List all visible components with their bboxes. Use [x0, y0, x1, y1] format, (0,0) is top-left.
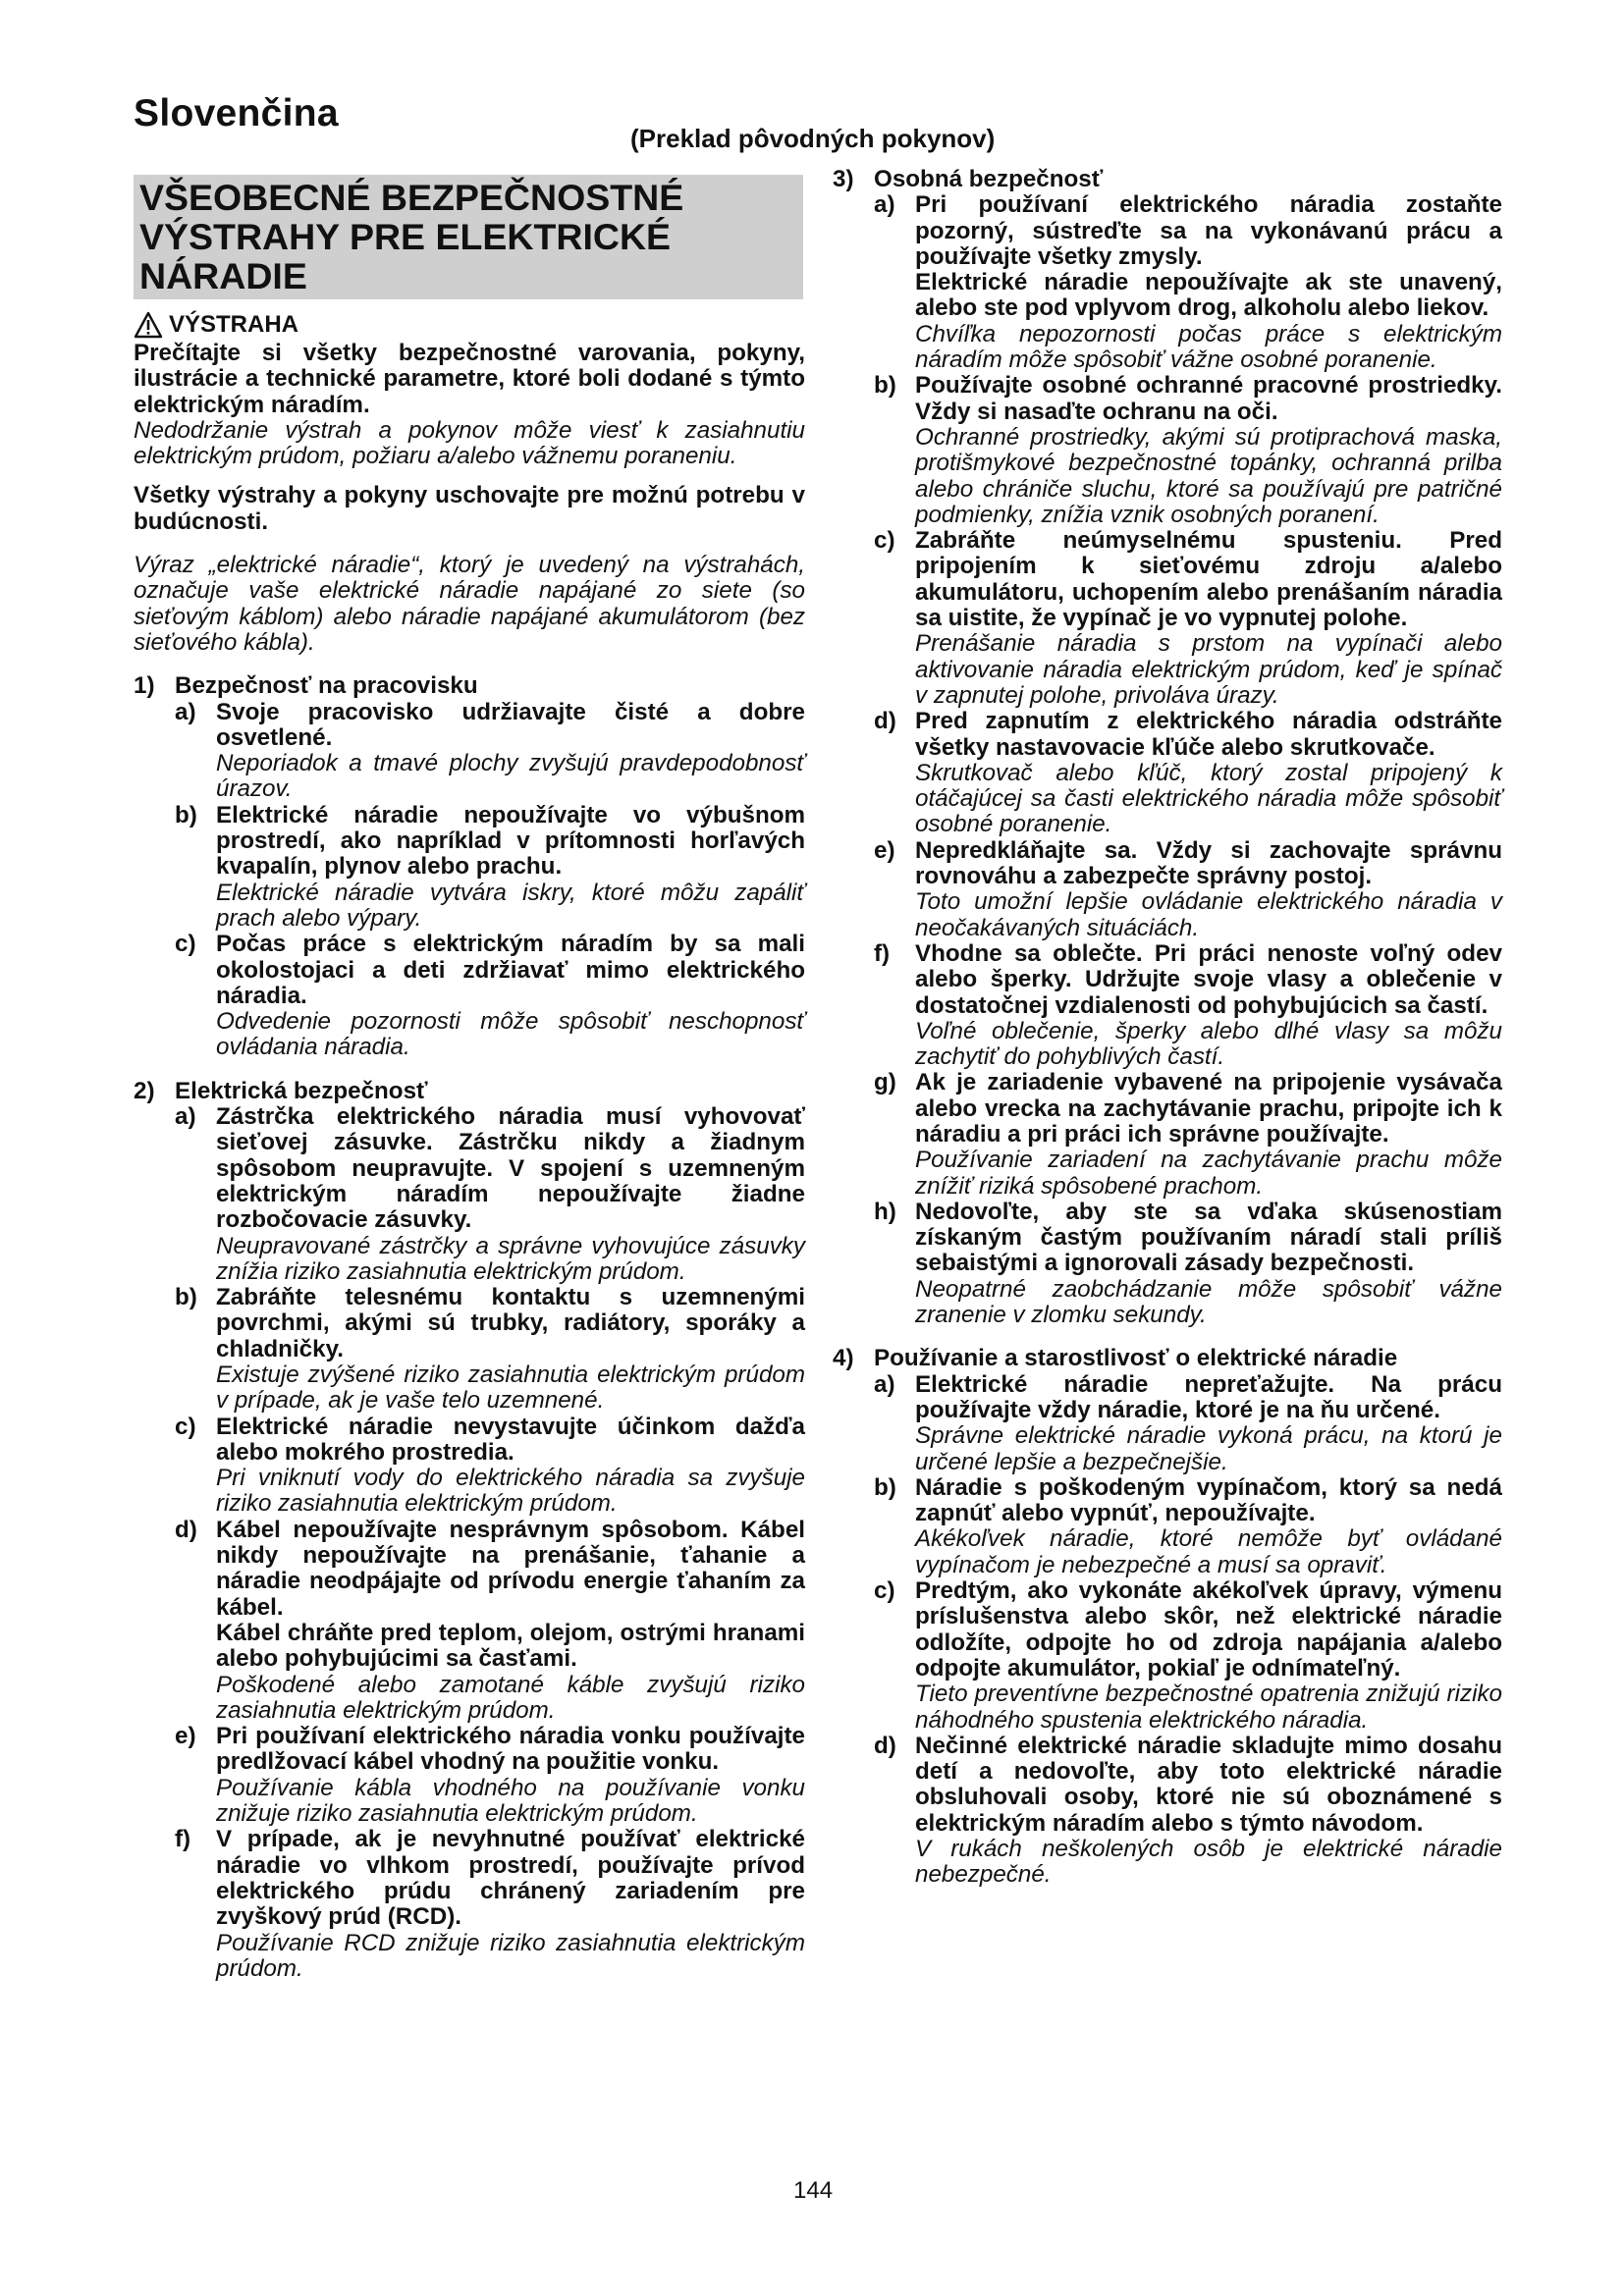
section-heading: Osobná bezpečnosť: [874, 166, 1104, 192]
item-instruction: Zabráňte neúmyselnému spusteniu. Pred pripojením k sieťovému zdroju a/alebo akumulátoru, uchopením alebo prenášaním náradia sa uistite, že vypínač je vo vypnutej polohe.: [915, 527, 1502, 632]
item-instruction: Nedovoľte, aby ste sa vďaka skúsenostiam získaným častým používaním náradí stali príliš sebaistými a ignorovali zásady bezpečnosti.: [915, 1198, 1502, 1277]
item-instruction: Ak je zariadenie vybavené na pripojenie vysávača alebo vrecka na zachytávanie prachu, pripojte ich k náradiu a pri práci ich správne používajte.: [915, 1069, 1502, 1148]
section-heading: Používanie a starostlivosť o elektrické náradie: [874, 1345, 1398, 1372]
section-number: 3): [833, 166, 854, 192]
list-item: [874, 528, 1502, 709]
item-letter: a): [175, 1103, 196, 1131]
list-item: [175, 803, 805, 932]
item-instruction: Pred zapnutím z elektrického náradia odstráňte všetky nastavovacie kľúče alebo skrutkovače.: [915, 708, 1502, 761]
list-item: [175, 1724, 805, 1827]
list-item: [874, 709, 1502, 837]
item-letter: b): [175, 1284, 197, 1311]
page-number: 144: [793, 2177, 834, 2204]
item-letter: a): [874, 191, 895, 219]
section-title: [833, 167, 1502, 192]
section-work-area: [134, 673, 805, 1060]
section-tool-use-care: [833, 1346, 1502, 1888]
item-explanation: Odvedenie pozornosti môže spôsobiť neschopnosť ovládania náradia.: [216, 1008, 805, 1061]
section-number: 1): [134, 672, 155, 700]
right-column: [833, 167, 1502, 1889]
item-explanation: Správne elektrické náradie vykoná prácu, na ktorú je určené lepšie a bezpečnejšie.: [915, 1422, 1502, 1475]
list-item: [874, 373, 1502, 528]
list-item: [175, 1415, 805, 1518]
item-instruction: V prípade, ak je nevyhnutné používať elektrické náradie vo vlhkom prostredí, používajte prívod elektrického prúdu chránený zariadením pre zvyškový prúd (RCD).: [216, 1826, 805, 1931]
item-instruction: Pri používaní elektrického náradia vonku používajte predlžovací kábel vhodný na použitie vonku.: [216, 1723, 805, 1776]
item-explanation: Akékoľvek náradie, ktoré nemôže byť ovládané vypínačom je nebezpečné a musí sa opraviť.: [915, 1525, 1502, 1578]
item-letter: a): [874, 1370, 895, 1398]
section-heading: Bezpečnosť na pracovisku: [175, 672, 478, 700]
language-heading: Slovenčina: [134, 92, 339, 134]
item-letter: d): [175, 1516, 197, 1543]
section-items: [134, 1104, 805, 1982]
section-heading: Elektrická bezpečnosť: [175, 1077, 428, 1104]
item-explanation: V rukách neškolených osôb je elektrické náradie nebezpečné.: [915, 1836, 1502, 1889]
item-instruction: Vhodne sa oblečte. Pri práci nenoste voľný odev alebo šperky. Udržujte svoje vlasy a oblečenie v dostatočnej vzdialenosti od pohybujúcich sa častí.: [915, 939, 1502, 1019]
item-letter: b): [175, 801, 197, 828]
item-instruction: Náradie s poškodeným vypínačom, ktorý sa nedá zapnúť alebo vypnúť, nepoužívajte.: [915, 1473, 1502, 1527]
item-explanation: Voľné oblečenie, šperky alebo dlhé vlasy sa môžu zachytiť do pohyblivých častí.: [915, 1017, 1502, 1071]
item-explanation: Neupravované zástrčky a správne vyhovujúce zásuvky znížia riziko zasiahnutia elektrickým prúdom.: [216, 1232, 805, 1285]
section-items: [833, 1372, 1502, 1889]
item-instruction: Svoje pracovisko udržiavajte čisté a dobre osvetlené.: [216, 698, 805, 751]
section-number: 2): [134, 1077, 155, 1104]
item-explanation: Elektrické náradie vytvára iskry, ktoré môžu zapáliť prach alebo výpary.: [216, 879, 805, 932]
item-explanation: Poškodené alebo zamotané káble zvyšujú riziko zasiahnutia elektrickým prúdom.: [216, 1671, 805, 1724]
section-electrical-safety: [134, 1079, 805, 1982]
list-item: [175, 700, 805, 803]
item-letter: c): [175, 931, 196, 958]
item-instruction: Elektrické náradie nepreťažujte. Na prácu používajte vždy náradie, ktoré je na ňu určené.: [915, 1370, 1502, 1423]
item-letter: e): [175, 1723, 196, 1750]
warning-label: VÝSTRAHA: [169, 310, 299, 338]
item-instruction: Zástrčka elektrického náradia musí vyhovovať sieťovej zásuvke. Zástrčku nikdy a žiadnym spôsobom neupravujte. V spojení s uzemneným elektrickým náradím nepoužívajte žiadne rozbočovacie zásuvky.: [216, 1103, 805, 1234]
warning-read-text: Prečítajte si všetky bezpečnostné varovania, pokyny, ilustrácie a technické parametre, ktoré boli dodané s týmto elektrickým náradím.: [134, 340, 805, 418]
list-item: [874, 1372, 1502, 1475]
list-item: [175, 1827, 805, 1982]
item-explanation: Ochranné prostriedky, akými sú protiprachová maska, protišmykové bezpečnostné topánky, ochranná prilba alebo chrániče sluchu, ktoré sa používajú pre patričné podmienky, znížia vznik osobných poranení.: [915, 423, 1502, 528]
list-item: [874, 941, 1502, 1070]
item-instruction-extra: Elektrické náradie nepoužívajte ak ste unavený, alebo ste pod vplyvom drog, alkoholu alebo liekov.: [915, 269, 1502, 322]
item-instruction: Nečinné elektrické náradie skladujte mimo dosahu detí a nedovoľte, aby toto elektrické náradie obsluhovali osoby, ktoré nie sú oboznámené s elektrickým náradím alebo s týmto návodom.: [915, 1732, 1502, 1837]
warning-heading: [134, 311, 805, 339]
list-item: [874, 1070, 1502, 1199]
warning-consequence-text: Nedodržanie výstrah a pokynov môže viesť k zasiahnutiu elektrickým prúdom, požiaru a/alebo vážnemu poraneniu.: [134, 416, 805, 470]
item-letter: f): [175, 1826, 191, 1853]
item-instruction: Elektrické náradie nepoužívajte vo výbušnom prostredí, ako napríklad v prítomnosti horľavých kvapalín, plynov alebo prachu.: [216, 801, 805, 881]
item-explanation: Používanie RCD znižuje riziko zasiahnutia elektrickým prúdom.: [216, 1929, 805, 1982]
list-item: [175, 1285, 805, 1414]
section-personal-safety: [833, 167, 1502, 1328]
item-instruction-extra: Kábel chráňte pred teplom, olejom, ostrými hranami alebo pohybujúcimi sa časťami.: [216, 1619, 805, 1673]
item-instruction: Zabráňte telesnému kontaktu s uzemnenými povrchmi, akými sú trubky, radiátory, sporáky a chladničky.: [216, 1284, 805, 1362]
item-letter: d): [874, 708, 896, 735]
item-instruction: Elektrické náradie nevystavujte účinkom dažďa alebo mokrého prostredia.: [216, 1413, 805, 1466]
item-instruction: Pri používaní elektrického náradia zostaňte pozorný, sústreďte sa na vykonávanú prácu a používajte všetky zmysly.: [915, 191, 1502, 270]
section-number: 4): [833, 1345, 854, 1372]
section-items: [833, 192, 1502, 1328]
item-explanation: Toto umožní lepšie ovládanie elektrického náradia v neočakávaných situáciách.: [915, 888, 1502, 941]
warning-triangle-icon: [134, 311, 163, 339]
item-letter: a): [175, 698, 196, 725]
item-letter: c): [175, 1413, 196, 1440]
keep-instructions-text: Všetky výstrahy a pokyny uschovajte pre možnú potrebu v budúcnosti.: [134, 482, 805, 535]
item-explanation: Skrutkovač alebo kľúč, ktorý zostal pripojený k otáčajúcej sa časti elektrického náradia môže spôsobiť osobné poranenie.: [915, 759, 1502, 838]
item-letter: c): [874, 1577, 895, 1605]
section-title: [134, 1079, 805, 1104]
item-explanation: Používanie kábla vhodného na používanie vonku znižuje riziko zasiahnutia elektrickým prúdom.: [216, 1774, 805, 1828]
item-letter: b): [874, 1473, 896, 1501]
item-explanation: Existuje zvýšené riziko zasiahnutia elektrickým prúdom v prípade, ak je vaše telo uzemnené.: [216, 1361, 805, 1415]
list-item: [175, 1104, 805, 1285]
item-explanation: Pri vniknutí vody do elektrického náradia sa zvyšuje riziko zasiahnutia elektrickým prúdom.: [216, 1465, 805, 1518]
section-title: [833, 1346, 1502, 1371]
section-items: [134, 700, 805, 1061]
list-item: [175, 1518, 805, 1724]
item-letter: h): [874, 1198, 896, 1225]
translation-note: (Preklad pôvodných pokynov): [630, 124, 996, 153]
list-item: [175, 932, 805, 1060]
list-item: [874, 1578, 1502, 1734]
item-explanation: Prenášanie náradia s prstom na vypínači alebo aktivovanie náradia elektrickým prúdom, keď je spínač v zapnutej polohe, privoláva úrazy.: [915, 630, 1502, 709]
section-title: [134, 673, 805, 699]
item-explanation: Tieto preventívne bezpečnostné opatrenia znižujú riziko náhodného spustenia elektrického náradia.: [915, 1681, 1502, 1734]
item-instruction: Používajte osobné ochranné pracovné prostriedky. Vždy si nasaďte ochranu na oči.: [915, 372, 1502, 425]
item-letter: d): [874, 1732, 896, 1759]
left-column: [134, 175, 805, 1982]
item-letter: c): [874, 527, 895, 555]
item-letter: g): [874, 1069, 896, 1096]
item-letter: e): [874, 836, 895, 864]
item-explanation: Používanie zariadení na zachytávanie prachu môže znížiť riziká spôsobené prachom.: [915, 1147, 1502, 1200]
list-item: [874, 1475, 1502, 1578]
item-explanation: Neopatrné zaobchádzanie môže spôsobiť vážne zranenie v zlomku sekundy.: [915, 1275, 1502, 1329]
item-letter: b): [874, 372, 896, 400]
main-title: VŠEOBECNÉ BEZPEČNOSTNÉ VÝSTRAHY PRE ELEKTRICKÉ NÁRADIE: [134, 175, 803, 299]
list-item: [874, 1734, 1502, 1889]
term-definition-text: Výraz „elektrické náradie“, ktorý je uvedený na výstrahách, označuje vaše elektrické náradie napájané zo siete (so sieťovým káblom) alebo náradie napájané akumulátorom (bez sieťového kábla).: [134, 552, 805, 656]
list-item: [874, 1200, 1502, 1328]
item-instruction: Kábel nepoužívajte nesprávnym spôsobom. Kábel nikdy nepoužívajte na prenášanie, ťahanie a náradie neodpájajte od prívodu energie ťahaním za kábel.: [216, 1516, 805, 1621]
item-explanation: Chvíľka nepozornosti počas práce s elektrickým náradím môže spôsobiť vážne osobné poranenie.: [915, 320, 1502, 374]
item-instruction: Predtým, ako vykonáte akékoľvek úpravy, výmenu príslušenstva alebo skôr, než elektrické náradie odložíte, odpojte ho od zdroja napájania a/alebo odpojte akumulátor, pokiaľ je odnímateľný.: [915, 1577, 1502, 1682]
list-item: [874, 838, 1502, 941]
item-instruction: Nepredkláňajte sa. Vždy si zachovajte správnu rovnováhu a zabezpečte správny postoj.: [915, 836, 1502, 890]
list-item: [874, 192, 1502, 373]
item-explanation: Neporiadok a tmavé plochy zvyšujú pravdepodobnosť úrazov.: [216, 750, 805, 803]
item-letter: f): [874, 939, 891, 967]
item-instruction: Počas práce s elektrickým náradím by sa mali okolostojaci a deti zdržiavať mimo elektrického náradia.: [216, 931, 805, 1009]
